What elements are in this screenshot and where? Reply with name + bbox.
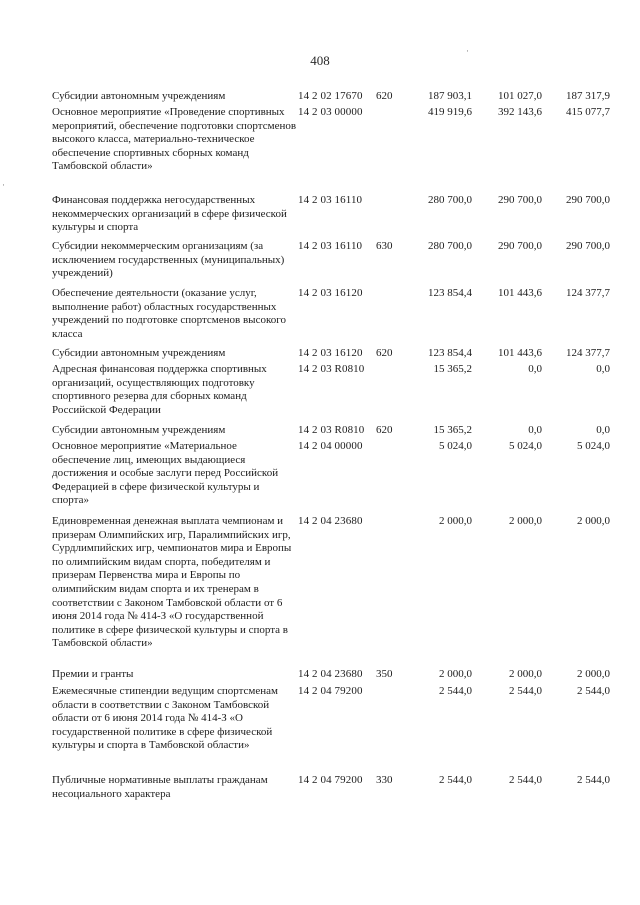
row-value-1: 123 854,4: [428, 347, 472, 359]
row-vr: 620: [376, 424, 393, 436]
row-value-3: 290 700,0: [566, 194, 610, 206]
table-row: [52, 774, 610, 801]
row-code: 14 2 03 R0810: [298, 363, 365, 375]
table-row: [52, 440, 610, 508]
table-row: [52, 347, 610, 361]
row-value-2: 0,0: [528, 424, 542, 436]
row-value-2: 392 143,6: [498, 106, 542, 118]
row-name: Публичные нормативные выплаты гражданам несоциального характера: [52, 774, 268, 800]
row-name: Основное мероприятие «Материальное обеспечение лиц, имеющих выдающиеся достижения и особые заслуги перед Российской Федерацией в сфере физической культуры и спорта»: [52, 440, 279, 507]
row-value-2: 2 000,0: [509, 515, 542, 527]
row-value-3: 124 377,7: [566, 347, 610, 359]
row-value-3: 2 544,0: [577, 685, 610, 697]
row-value-2: 5 024,0: [509, 440, 542, 452]
row-name: Основное мероприятие «Проведение спортивных мероприятий, обеспечение подготовки спортсменов высокого класса, материально-техническое обеспечение спортивных сборных команд Тамбовской области»: [52, 106, 297, 173]
row-value-1: 280 700,0: [428, 194, 472, 206]
row-code: 14 2 02 17670: [298, 90, 363, 102]
row-code: 14 2 04 23680: [298, 668, 363, 680]
row-value-3: 290 700,0: [566, 240, 610, 252]
row-value-1: 280 700,0: [428, 240, 472, 252]
table-row: [52, 685, 610, 753]
table-row: [52, 668, 610, 682]
row-vr: 330: [376, 774, 393, 786]
row-code: 14 2 04 00000: [298, 440, 363, 452]
table-row: [52, 287, 610, 341]
scan-speck: ·: [2, 180, 5, 190]
table-row: [52, 424, 610, 438]
table-row: [52, 240, 610, 281]
row-name: Единовременная денежная выплата чемпионам и призерам Олимпийских игр, Паралимпийских игр, Сурдлимпийских игр, чемпионатов мира и Европы по олимпийским видам спорта, победителям и призерам Первенства мира и Европы по олимпийским видам спорта и их тренерам в соответствии с Законом Тамбовской области от 6 июня 2014 года № 414-З «О государственной политике в сфере физической культуры и спорта в Тамбовской области»: [52, 515, 292, 650]
row-code: 14 2 03 16110: [298, 194, 363, 206]
row-vr: 630: [376, 240, 393, 252]
row-vr: 350: [376, 668, 393, 680]
row-value-2: 101 443,6: [498, 347, 542, 359]
row-value-3: 2 000,0: [577, 515, 610, 527]
row-value-2: 2 000,0: [509, 668, 542, 680]
row-value-1: 2 544,0: [439, 774, 472, 786]
row-value-2: 101 027,0: [498, 90, 542, 102]
row-vr: 620: [376, 347, 393, 359]
row-name: Субсидии некоммерческим организациям (за исключением государственных (муниципальных) учреждений): [52, 240, 285, 280]
page-number: 408: [310, 53, 330, 68]
row-value-2: 290 700,0: [498, 194, 542, 206]
row-value-2: 290 700,0: [498, 240, 542, 252]
row-code: 14 2 04 79200: [298, 685, 363, 697]
row-code: 14 2 03 00000: [298, 106, 363, 118]
row-value-3: 5 024,0: [577, 440, 610, 452]
row-vr: 620: [376, 90, 393, 102]
row-name: Субсидии автономным учреждениям: [52, 90, 226, 102]
row-code: 14 2 03 16120: [298, 287, 363, 299]
row-name: Ежемесячные стипендии ведущим спортсменам области в соответствии с Законом Тамбовской области от 6 июня 2014 года № 414-З «О государственной политике в сфере физической культуры и спорта в Тамбовской области»: [52, 685, 278, 752]
row-value-3: 0,0: [596, 363, 610, 375]
row-code: 14 2 03 R0810: [298, 424, 365, 436]
row-code: 14 2 03 16110: [298, 240, 363, 252]
row-value-1: 2 000,0: [439, 668, 472, 680]
row-value-1: 15 365,2: [433, 424, 472, 436]
row-name: Премии и гранты: [52, 668, 134, 680]
table-row: [52, 363, 610, 417]
row-name: Финансовая поддержка негосударственных некоммерческих организаций в сфере физической культуры и спорта: [52, 194, 287, 234]
scan-speck: ·: [466, 46, 469, 56]
row-name: Адресная финансовая поддержка спортивных организаций, осуществляющих подготовку спортивного резерва для сборных команд Российской Федерации: [52, 363, 267, 416]
row-value-2: 0,0: [528, 363, 542, 375]
row-value-3: 2 544,0: [577, 774, 610, 786]
table-row: [52, 90, 610, 104]
row-value-3: 124 377,7: [566, 287, 610, 299]
row-value-3: 0,0: [596, 424, 610, 436]
row-value-1: 2 000,0: [439, 515, 472, 527]
row-value-1: 187 903,1: [428, 90, 472, 102]
row-value-3: 2 000,0: [577, 668, 610, 680]
table-row: [52, 194, 610, 235]
row-name: Субсидии автономным учреждениям: [52, 424, 226, 436]
row-value-2: 2 544,0: [509, 774, 542, 786]
row-value-2: 101 443,6: [498, 287, 542, 299]
row-code: 14 2 04 79200: [298, 774, 363, 786]
table-row: [52, 515, 610, 651]
row-value-1: 123 854,4: [428, 287, 472, 299]
row-value-3: 187 317,9: [566, 90, 610, 102]
row-value-1: 5 024,0: [439, 440, 472, 452]
row-value-2: 2 544,0: [509, 685, 542, 697]
row-value-1: 2 544,0: [439, 685, 472, 697]
row-value-1: 15 365,2: [433, 363, 472, 375]
row-name: Субсидии автономным учреждениям: [52, 347, 226, 359]
row-value-1: 419 919,6: [428, 106, 472, 118]
row-name: Обеспечение деятельности (оказание услуг, выполнение работ) областных государственных учреждений по подготовке спортсменов высокого класса: [52, 287, 286, 340]
row-code: 14 2 04 23680: [298, 515, 363, 527]
table-row: [52, 106, 610, 174]
row-code: 14 2 03 16120: [298, 347, 363, 359]
row-value-3: 415 077,7: [566, 106, 610, 118]
